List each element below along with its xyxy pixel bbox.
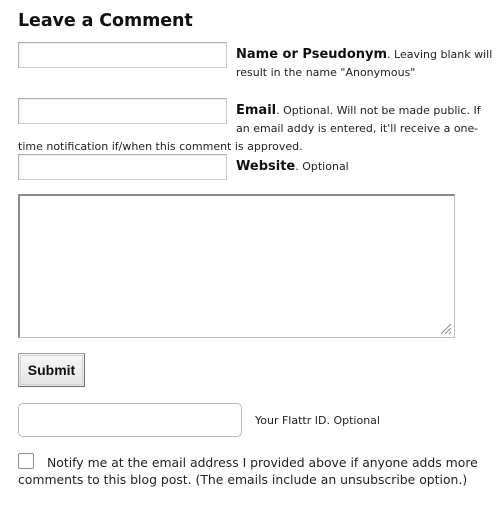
flattr-id-label: Your Flattr ID. Optional — [255, 414, 380, 427]
notify-label: Notify me at the email address I provided above if anyone adds more comments to this blog post. (The emails include an unsubscribe option.) — [18, 455, 478, 487]
website-input[interactable] — [18, 154, 227, 180]
form-title: Leave a Comment — [18, 11, 193, 31]
email-field-row — [18, 98, 493, 156]
website-field-label: Website — [236, 159, 296, 174]
name-field-row — [18, 42, 493, 82]
comment-textarea[interactable] — [18, 194, 455, 338]
flattr-id-input[interactable] — [18, 403, 242, 437]
name-field-label: Name or Pseudonym — [236, 47, 388, 62]
notify-checkbox[interactable] — [18, 453, 34, 469]
submit-button[interactable]: Submit — [18, 353, 85, 387]
website-field-description: . Optional — [295, 160, 349, 173]
email-input[interactable] — [18, 98, 227, 124]
name-field-description: . Leaving blank will result in the name "Anonymous" — [236, 48, 493, 79]
name-input[interactable] — [18, 42, 227, 68]
email-field-label: Email — [236, 103, 277, 118]
website-field-row — [18, 154, 493, 180]
email-field-description: . Optional. Will not be made public. If an email addy is entered, it'll receive a one-time notification if/when this comment is approved. — [18, 104, 481, 153]
